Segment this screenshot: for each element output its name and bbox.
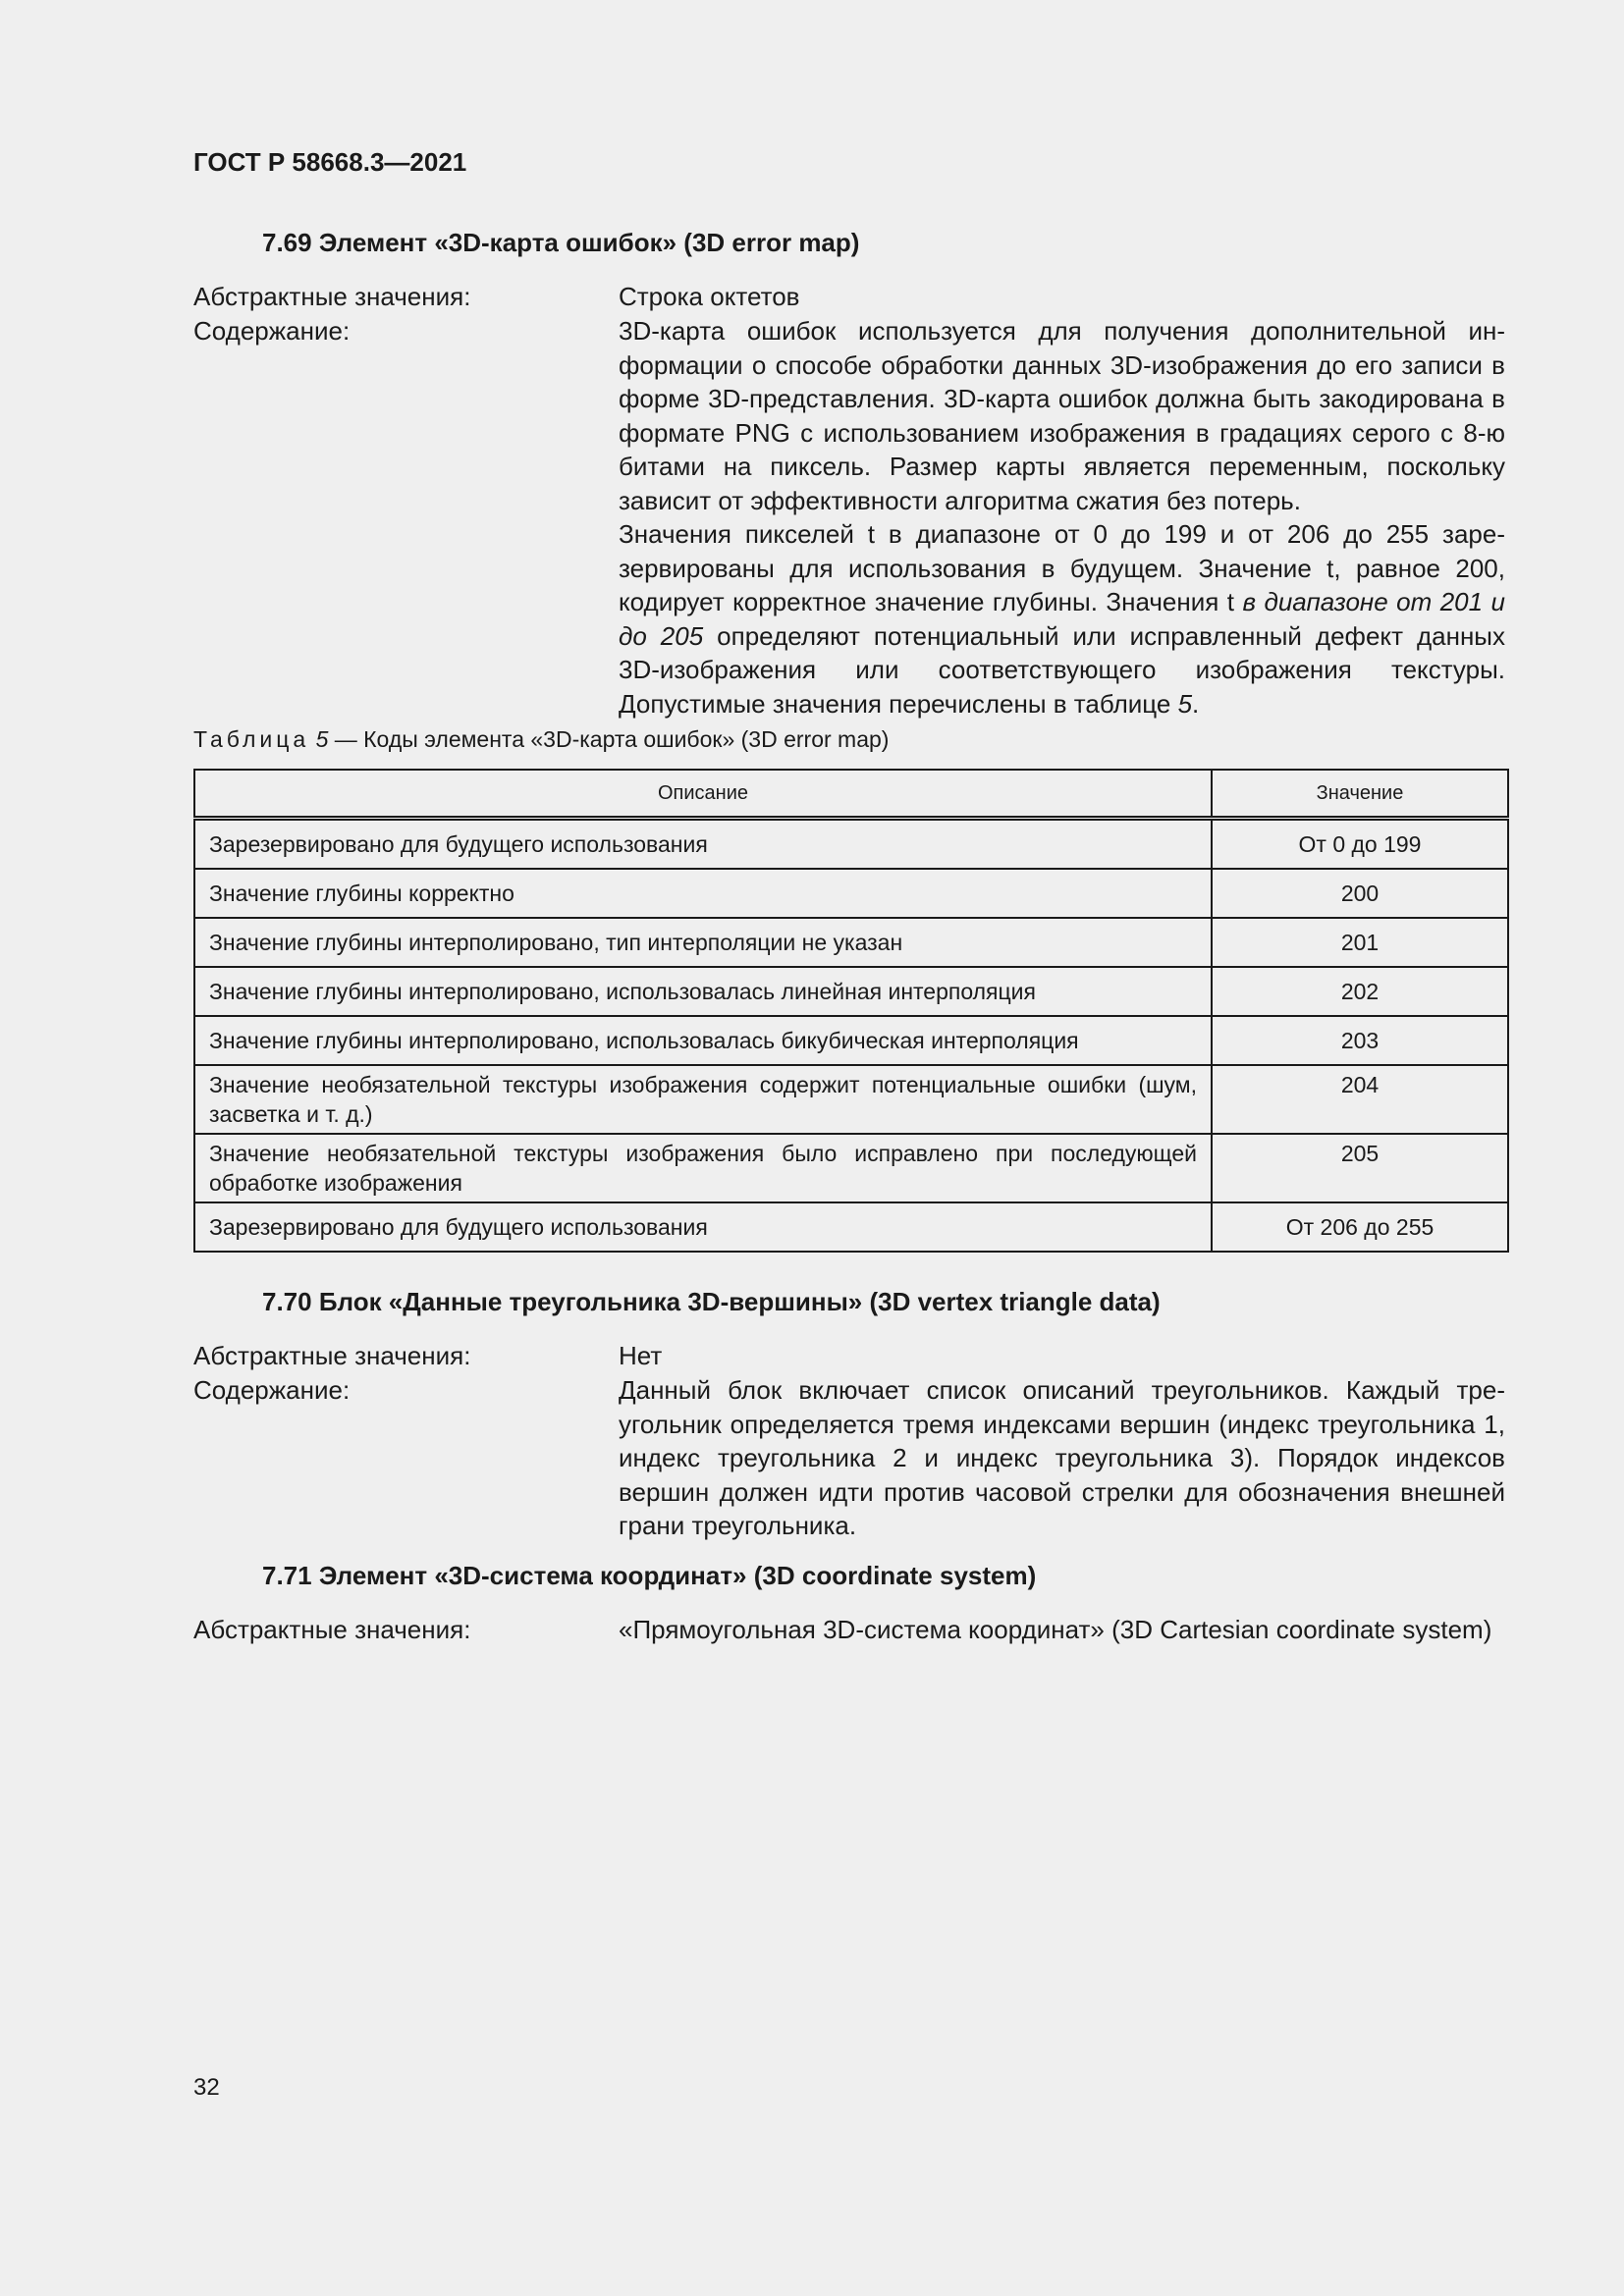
abstract-label: Абстрактные значения: [193, 1341, 471, 1370]
content-value: Данный блок включает список описаний треугольников. Каждый треугольник определяется тремя индексами вершин (индекс треугольника 1, индекс треугольника 2 и индекс треугольника 3). Порядок индексов вершин должен идти против часовой стрелки для обозначения внешней грани треугольника. [619, 1375, 1505, 1540]
content-label: Содержание: [193, 1375, 351, 1405]
abstract-label: Абстрактные значения: [193, 1615, 471, 1644]
table-row: Значение глубины корректно 200 [194, 869, 1508, 918]
abstract-value: Строка октетов [619, 282, 800, 311]
abstract-value: Нет [619, 1341, 663, 1370]
section-7-69-title: 7.69 Элемент «3D-карта ошибок» (3D error map) [262, 228, 860, 257]
content-label: Содержание: [193, 316, 351, 346]
section-7-70-title: 7.70 Блок «Данные треугольника 3D-вершины» (3D vertex triangle data) [262, 1287, 1161, 1316]
col-header-description: Описание [194, 770, 1212, 819]
table-row: Значение глубины интерполировано, тип интерполяции не указан 201 [194, 918, 1508, 967]
abstract-value: «Прямоугольная 3D-система координат» (3D Cartesian coordinate system) [619, 1615, 1492, 1644]
table-row: Значение необязательной текстуры изображения было исправлено при последующей обработке изображения 205 [194, 1134, 1508, 1202]
page-number: 32 [193, 2074, 220, 2101]
paragraph-2: Значения пикселей t в диапазоне от 0 до 199 и от 206 до 255 зарезервированы для использования в будущем. Значение t, равное 200, кодирует корректное значение глубины. Значения t в диапазоне от 201 и до 205 определяют потенциальный или исправленный дефект данных 3D-изображения или соответствующего изображения текстуры. Допустимые значения перечислены в таблице 5. [619, 519, 1505, 719]
table-caption: Таблица 5 — Коды элемента «3D-карта ошибок» (3D error map) [193, 726, 890, 752]
abstract-label: Абстрактные значения: [193, 282, 471, 311]
section-7-71-title: 7.71 Элемент «3D-система координат» (3D coordinate system) [262, 1561, 1037, 1590]
paragraph-1: 3D-карта ошибок используется для получения дополнительной информации о способе обработки данных 3D-изображения до его записи в форме 3D-представления. 3D-карта ошибок должна быть закодирована в формате PNG с использованием изображения в градациях серого с 8-ю битами на пиксель. Размер карты является переменным, поскольку зависит от эффективности алгоритма сжатия без потерь. [619, 316, 1505, 515]
table-row: Значение необязательной текстуры изображения содержит потенциальные ошибки (шум, засветка и т. д.) 204 [194, 1065, 1508, 1134]
col-header-value: Значение [1212, 770, 1508, 819]
document-header: ГОСТ Р 58668.3—2021 [193, 147, 467, 177]
table-row: Значение глубины интерполировано, использовалась линейная интерполяция 202 [194, 967, 1508, 1016]
error-codes-table [193, 769, 1509, 1253]
table-row: Значение глубины интерполировано, использовалась бикубическая интерполяция 203 [194, 1016, 1508, 1065]
content-value [619, 314, 1505, 721]
table-row: Зарезервировано для будущего использования От 206 до 255 [194, 1202, 1508, 1252]
table-row: Зарезервировано для будущего использования От 0 до 199 [194, 819, 1508, 870]
